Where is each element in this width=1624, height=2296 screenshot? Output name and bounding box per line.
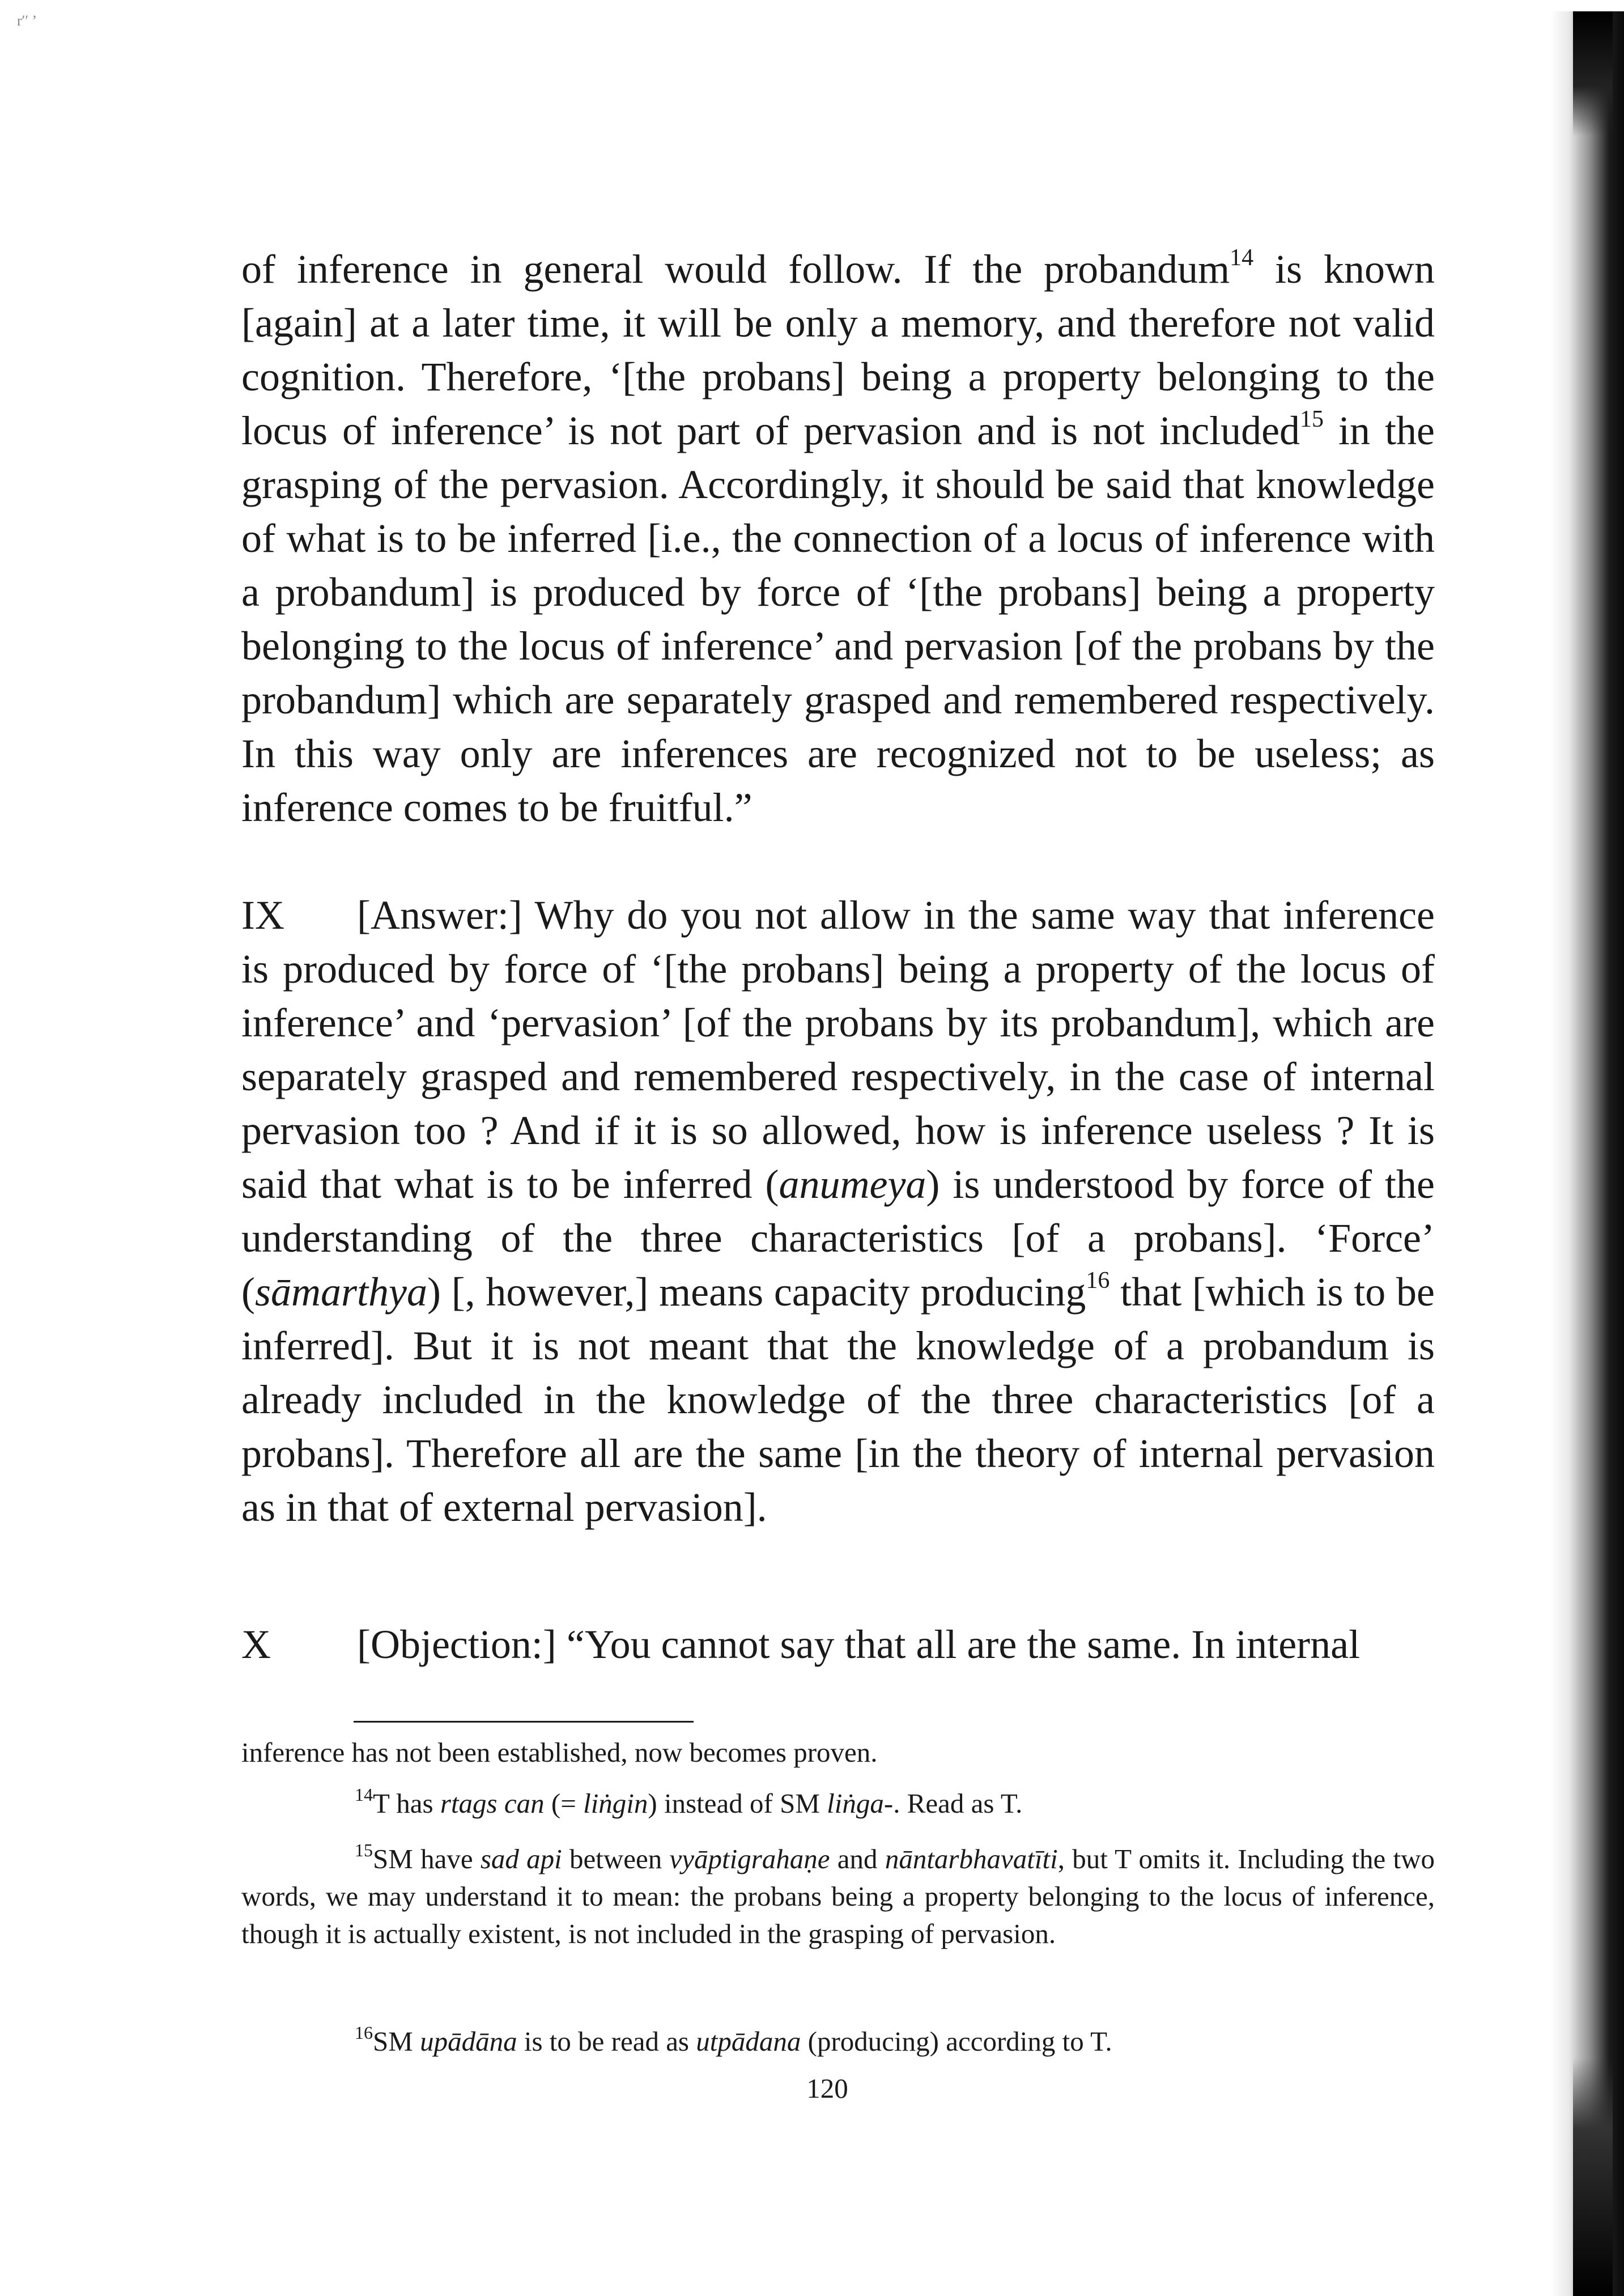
term-anumeya: anumeya bbox=[779, 1162, 926, 1207]
fn14-term-rtags-can: rtags can bbox=[440, 1788, 545, 1819]
fn14-text-1: T has bbox=[373, 1788, 440, 1819]
fn16-text-2: is to be read as bbox=[517, 2026, 696, 2057]
para-a-text-3: in the grasping of the pervasion. Accordingly, it should be said that knowledge of what is to be inferred [i.e., the connection of a locus of inference with a probandum] is produced by force of ‘[the probans] being a property belonging to the locus of inference’ and pervasion [of the probans by the probandum] which are separately grasped and remembered respectively. In this way only are inferences are recognized not to be useless; as inference comes to be fruitful.” bbox=[241, 408, 1435, 830]
section-number-x: X bbox=[241, 1622, 271, 1667]
footnote-16 bbox=[241, 2023, 1435, 2060]
term-samarthya: sāmarthya bbox=[254, 1269, 427, 1315]
para-b-text-4: that [which is to be inferred]. But it is not meant that the knowledge of a probandum is already included in the knowledge of the three characteristics [of a probans]. Therefore all are the same [in the theory of internal pervasion as in that of external pervasion]. bbox=[241, 1269, 1435, 1530]
footnote-continuation-text: inference has not been established, now becomes proven. bbox=[241, 1737, 878, 1768]
fn16-term-utpadana: utpādana bbox=[696, 2026, 801, 2057]
fn15-text-3: and bbox=[830, 1843, 885, 1874]
book-spine-shadow-bottom bbox=[1573, 2058, 1613, 2296]
para-c-text-1: [Objection:] “You cannot say that all are the same. In internal bbox=[357, 1622, 1361, 1667]
footnote-14 bbox=[241, 1785, 1435, 1822]
footnote-divider bbox=[354, 1721, 694, 1723]
footnote-14-number: 14 bbox=[355, 1784, 373, 1805]
fn14-text-3: ) instead of SM bbox=[648, 1788, 827, 1819]
fn14-text-4: . Read as T. bbox=[893, 1788, 1023, 1819]
section-number-ix: IX bbox=[241, 892, 284, 938]
para-b-text-2: ) is understood by force of the understanding of the three characteristics [of a probans]. ‘Force’ ( bbox=[241, 1162, 1435, 1315]
fn16-term-upadana: upādāna bbox=[420, 2026, 517, 2057]
footnote-continuation bbox=[241, 1734, 1435, 1771]
corner-scan-mark: r′′ ʼ bbox=[17, 12, 37, 29]
paragraph-continuation bbox=[241, 243, 1435, 835]
page-number: 120 bbox=[806, 2073, 848, 2104]
fn15-term-vyaptigrahane: vyāptigrahaṇe bbox=[669, 1843, 830, 1874]
fn15-text-4: , but T omits it. Including the two words, we may understand it to mean: the probans being a property belonging to the locus of inference, though it is actually existent, is not included in the grasping of pervasion. bbox=[241, 1843, 1435, 1949]
para-b-text-1: [Answer:] Why do you not allow in the same way that inference is produced by force of ‘[the probans] being a property of the locus of inference’ and ‘pervasion’ [of the probans by its probandum], which are separately grasped and remembered respectively, in the case of internal pervasion too ? And if it is so allowed, how is inference useless ? It is said that what is to be inferred ( bbox=[241, 892, 1435, 1207]
footnote-ref-16: 16 bbox=[1086, 1268, 1110, 1294]
footnote-ref-14: 14 bbox=[1230, 245, 1254, 271]
para-b-text-3: ) [, however,] means capacity producing bbox=[427, 1269, 1086, 1315]
book-spine-shadow-top bbox=[1573, 11, 1613, 136]
footnote-16-number: 16 bbox=[355, 2022, 373, 2043]
paragraph-ix bbox=[241, 888, 1435, 1534]
fn16-text-3: (producing) according to T. bbox=[801, 2026, 1112, 2057]
fn15-text-2: between bbox=[562, 1843, 670, 1874]
fn15-term-nantarbhavatiti: nāntarbhavatīti bbox=[885, 1843, 1058, 1874]
footnote-15-number: 15 bbox=[355, 1839, 373, 1860]
para-a-text-1: of inference in general would follow. If the probandum bbox=[241, 246, 1230, 292]
fn15-text-1: SM have bbox=[373, 1843, 481, 1874]
fn14-text-2: (= bbox=[544, 1788, 584, 1819]
fn16-text-1: SM bbox=[373, 2026, 420, 2057]
fn14-term-linga: liṅga- bbox=[827, 1788, 894, 1819]
fn14-term-lingin: liṅgin bbox=[583, 1788, 648, 1819]
para-a-text-2: is known [again] at a later time, it will be only a memory, and therefore not valid cognition. Therefore, ‘[the probans] being a property belonging to the locus of inference’ is not part of pervasion and is not included bbox=[241, 246, 1435, 453]
footnote-15 bbox=[241, 1840, 1435, 1953]
fn15-term-sad-api: sad api bbox=[480, 1843, 562, 1874]
paragraph-x bbox=[241, 1618, 1435, 1672]
footnote-ref-15: 15 bbox=[1300, 406, 1324, 432]
book-spine-shadow bbox=[1550, 11, 1624, 2296]
